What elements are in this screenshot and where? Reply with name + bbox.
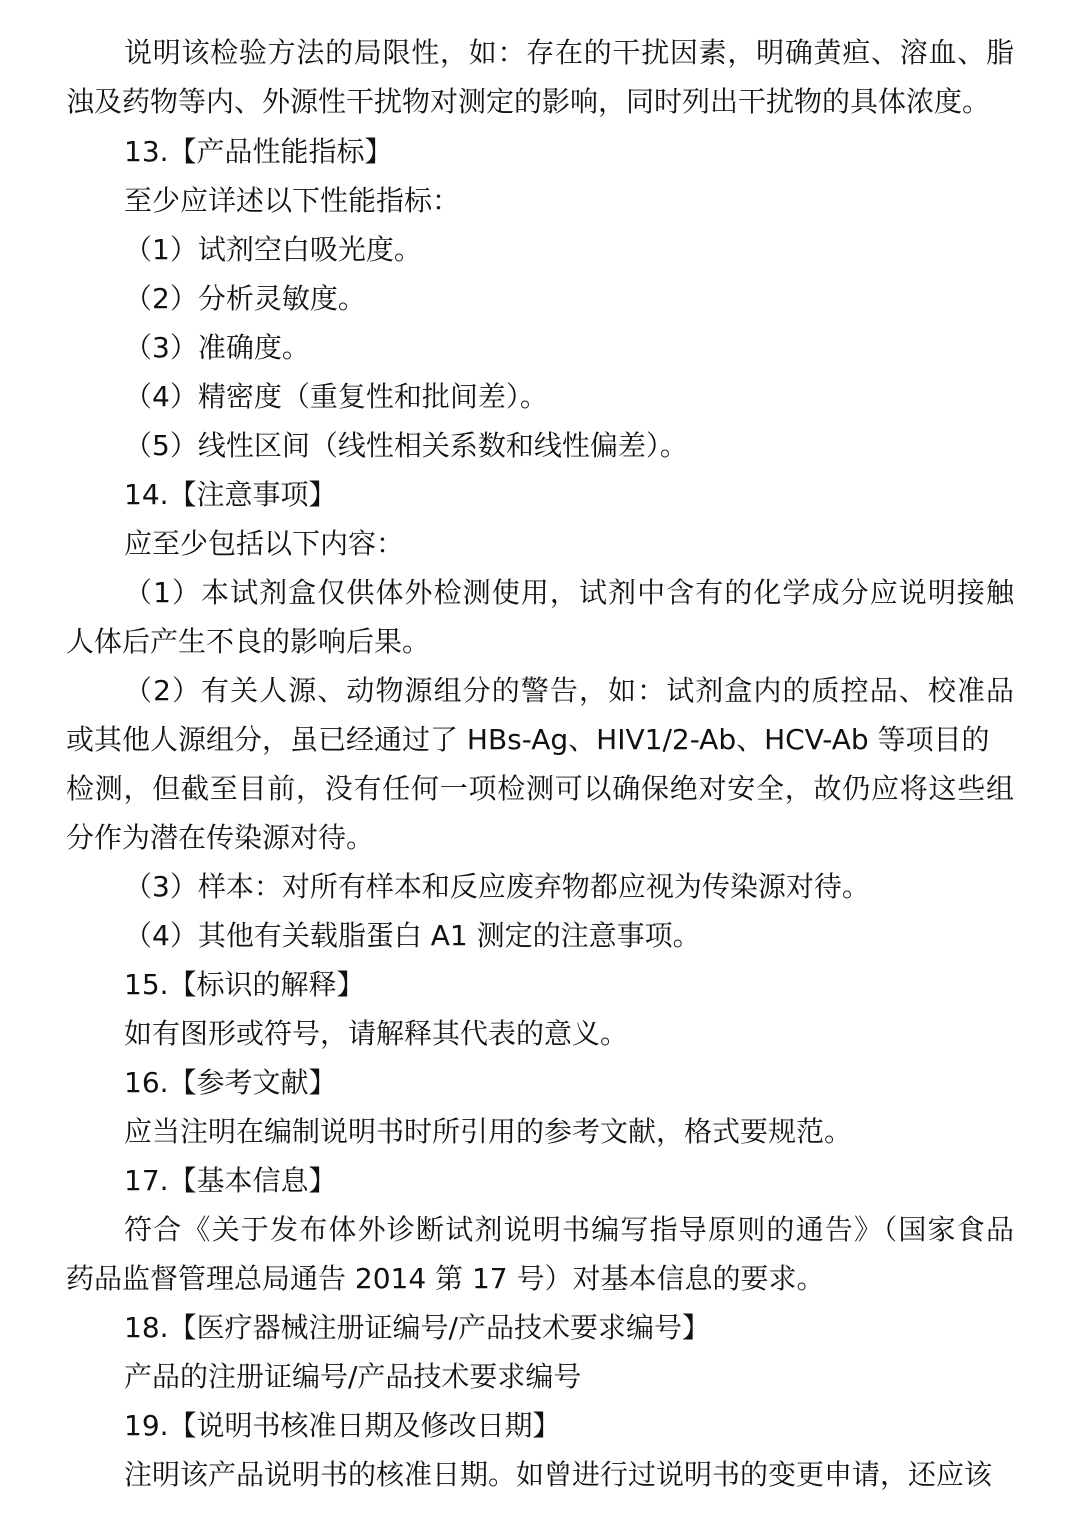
list-item: （4）精密度（重复性和批间差）。 xyxy=(124,380,548,413)
section-heading: 19.【说明书核准日期及修改日期】 xyxy=(124,1409,561,1442)
text-line: 人体后产生不良的影响后果。 xyxy=(66,625,431,658)
text-line: 产品的注册证编号/产品技术要求编号 xyxy=(124,1360,582,1393)
list-item: （1）试剂空白吸光度。 xyxy=(124,233,422,266)
list-item: （3）样本：对所有样本和反应废弃物都应视为传染源对待。 xyxy=(124,870,870,903)
text-line: 药品监督管理总局通告 2014 第 17 号）对基本信息的要求。 xyxy=(66,1262,825,1295)
text-line: 如有图形或符号，请解释其代表的意义。 xyxy=(124,1017,629,1050)
list-item: （5）线性区间（线性相关系数和线性偏差）。 xyxy=(124,429,688,462)
text-line: 至少应详述以下性能指标： xyxy=(124,184,461,217)
section-heading: 18.【医疗器械注册证编号/产品技术要求编号】 xyxy=(124,1311,710,1344)
text-line: 符合《关于发布体外诊断试剂说明书编写指导原则的通告》（国家食品 xyxy=(124,1213,1014,1246)
text-line: 检测，但截至目前，没有任何一项检测可以确保绝对安全，故仍应将这些组 xyxy=(66,772,1014,805)
text-line: 应当注明在编制说明书时所引用的参考文献，格式要规范。 xyxy=(124,1115,853,1148)
text-line: 注明该产品说明书的核准日期。如曾进行过说明书的变更申请，还应该 xyxy=(124,1458,993,1491)
text-line: 浊及药物等内、外源性干扰物对测定的影响，同时列出干扰物的具体浓度。 xyxy=(66,85,991,118)
list-item: （2）有关人源、动物源组分的警告，如：试剂盒内的质控品、校准品 xyxy=(124,674,1014,707)
list-item: （2）分析灵敏度。 xyxy=(124,282,366,315)
text-line: 分作为潜在传染源对待。 xyxy=(66,821,375,854)
text-line: 或其他人源组分，虽已经通过了 HBs-Ag、HIV1/2-Ab、HCV-Ab 等项目的 xyxy=(66,723,990,756)
section-heading: 14.【注意事项】 xyxy=(124,478,337,511)
section-heading: 17.【基本信息】 xyxy=(124,1164,337,1197)
list-item: （3）准确度。 xyxy=(124,331,310,364)
text-line: 说明该检验方法的局限性，如：存在的干扰因素，明确黄疸、溶血、脂 xyxy=(124,36,1014,69)
text-line: 应至少包括以下内容： xyxy=(124,527,405,560)
section-heading: 16.【参考文献】 xyxy=(124,1066,337,1099)
section-heading: 15.【标识的解释】 xyxy=(124,968,365,1001)
list-item: （4）其他有关载脂蛋白 A1 测定的注意事项。 xyxy=(124,919,701,952)
section-heading: 13.【产品性能指标】 xyxy=(124,135,393,168)
list-item: （1）本试剂盒仅供体外检测使用，试剂中含有的化学成分应说明接触 xyxy=(124,576,1014,609)
